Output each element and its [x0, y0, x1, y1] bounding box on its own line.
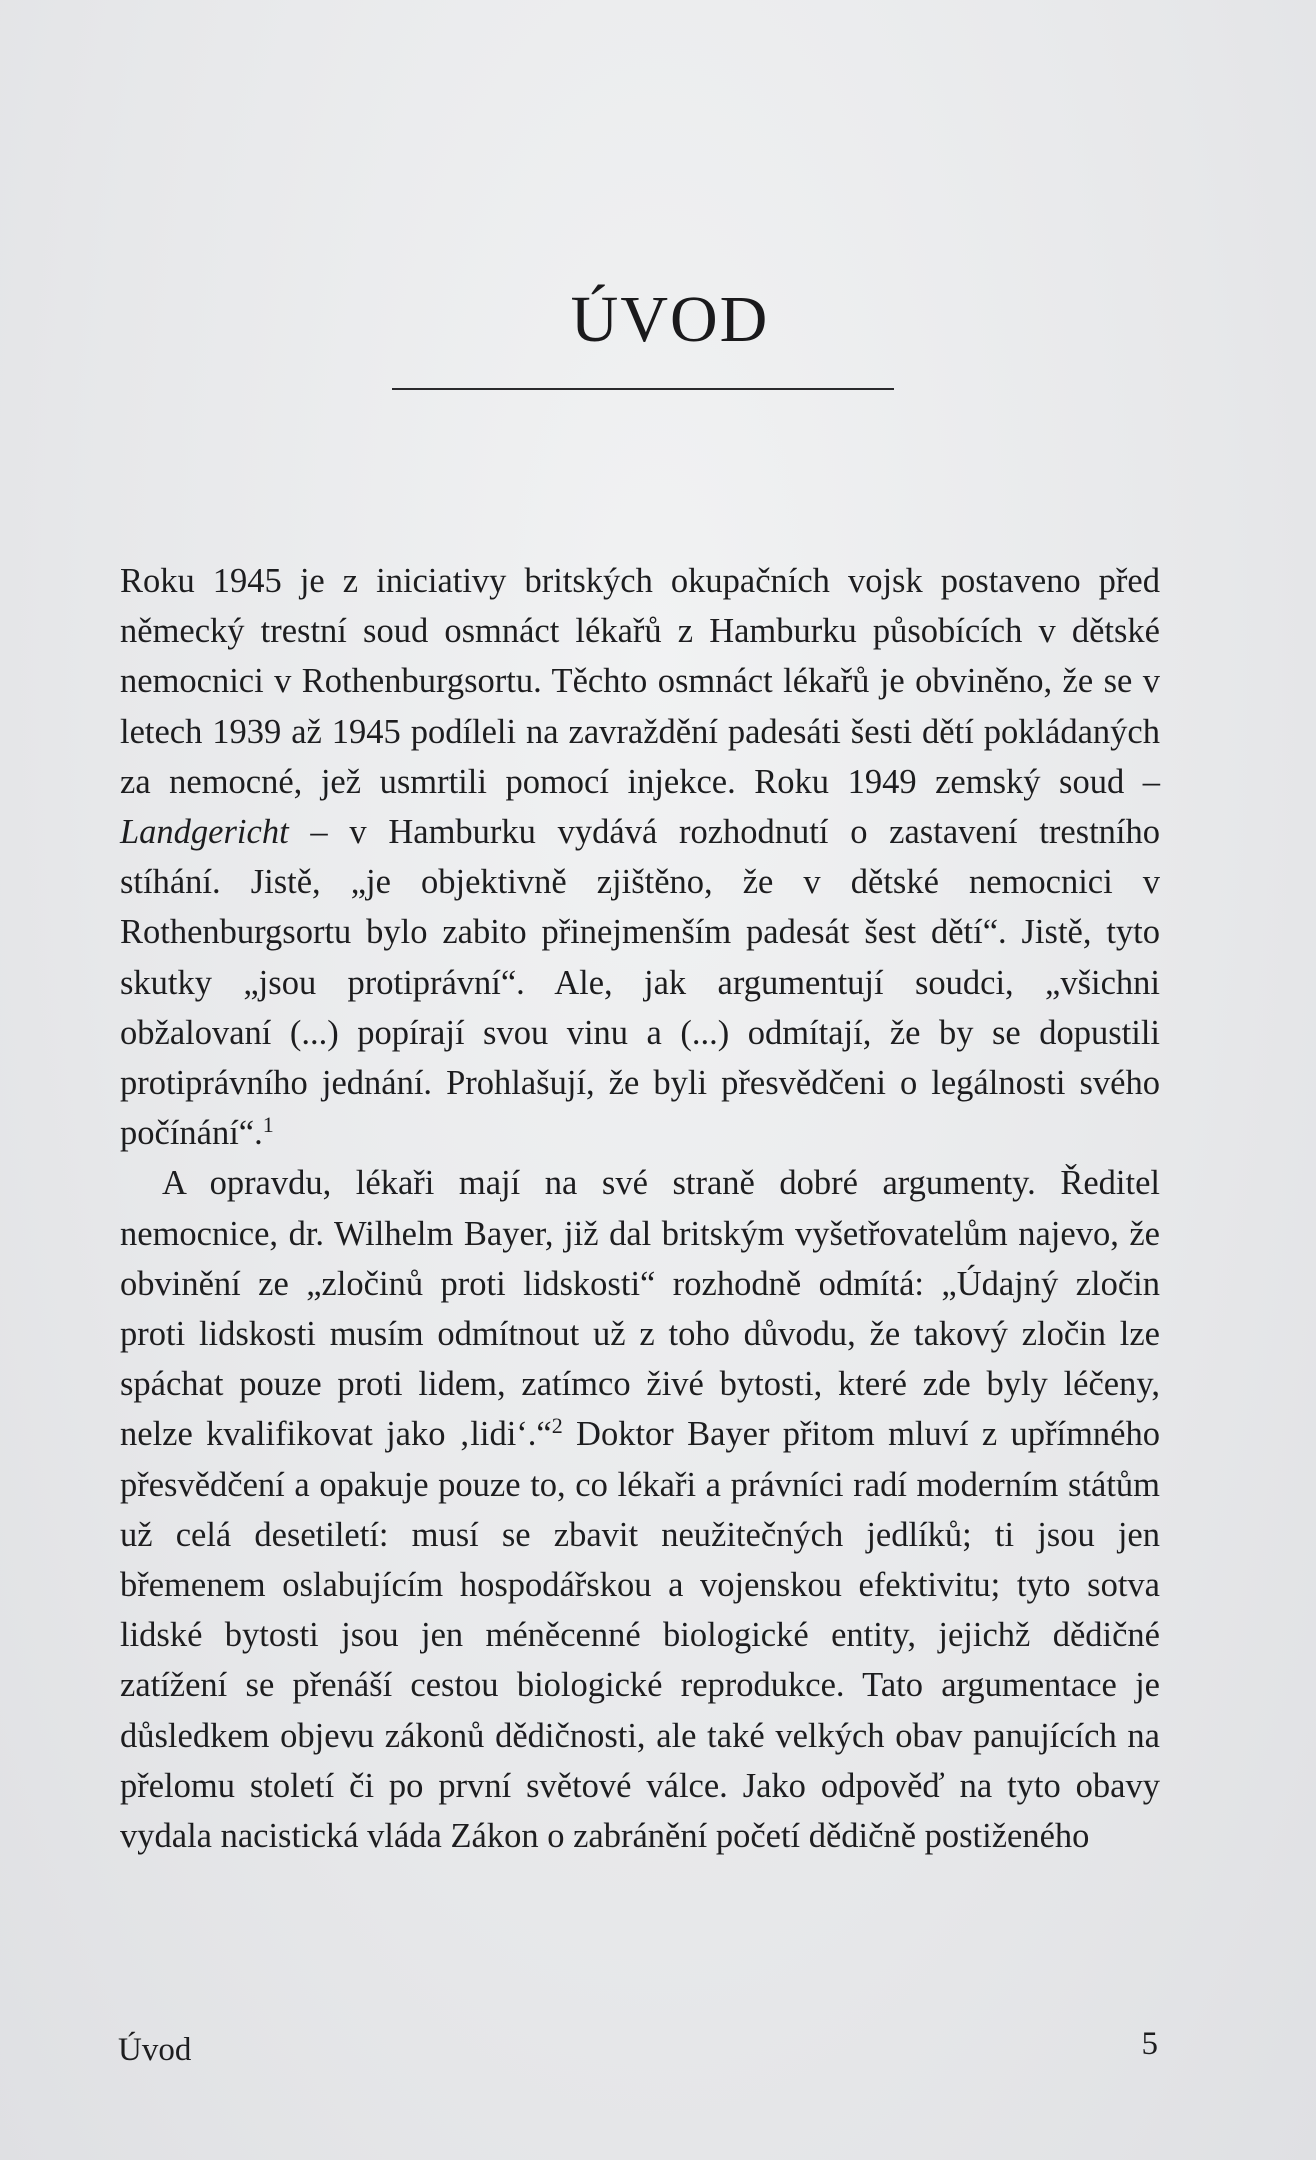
- paragraph-1: [120, 556, 1160, 1158]
- title-divider: [392, 388, 894, 390]
- paragraph-1-text-a: Roku 1945 je z iniciativy britských okupačních vojsk postaveno před německý trestní soud osmnáct lékařů z Hamburku působících v dětské nemocnici v Rothenburgsortu. Těchto osmnáct lékařů je obviněno, že se v letech 1939 až 1945 podíleli na zavraždění padesáti šesti dětí pokládaných za nemocné, jež usmrtili pomocí injekce. Roku 1949 zemský soud –: [120, 562, 1160, 801]
- page-number: 5: [1141, 2026, 1158, 2062]
- paragraph-2-text-a: A opravdu, lékaři mají na své straně dobré argumenty. Ředitel nemocnice, dr. Wilhelm Bayer, již dal britským vyšetřovatelům najevo, že obvinění ze „zločinů proti lidskosti“ rozhodně odmítá: „Údajný zločin proti lidskosti musím odmítnout už z toho důvodu, že takový zločin lze spáchat pouze proti lidem, zatímco živé bytosti, které zde byly léčeny, nelze kvalifikovat jako ‚lidi‘.“: [120, 1164, 1160, 1454]
- paragraph-1-italic-term: Landgericht: [120, 813, 289, 852]
- chapter-title: ÚVOD: [570, 283, 770, 356]
- paragraph-1-text-b: – v Hamburku vydává rozhodnutí o zastavení trestního stíhání. Jistě, „je objektivně zjištěno, že v dětské nemocnici v Rothenburgsortu bylo zabito přinejmenším padesát šest dětí“. Jistě, tyto skutky „jsou protiprávní“. Ale, jak argumentují soudci, „všichni obžalovaní (...) popírají svou vinu a (...) odmítají, že by se dopustili protiprávního jednání. Prohlašují, že byli přesvědčeni o legálnosti svého počínání“.: [120, 813, 1160, 1153]
- body-text: [120, 556, 1160, 1861]
- paragraph-2-text-b: Doktor Bayer přitom mluví z upřímného přesvědčení a opakuje pouze to, co lékaři a právníci radí moderním státům už celá desetiletí: musí se zbavit neužitečných jedlíků; ti jsou jen břemenem oslabujícím hospodářskou a vojenskou efektivitu; tyto sotva lidské bytosti jsou jen méněcenné biologické entity, jejichž dědičné zatížení se přenáší cestou biologické reprodukce. Tato argumentace je důsledkem objevu zákonů dědičnosti, ale také velkých obav panujících na přelomu století či po první světové válce. Jako odpověď na tyto obavy vydala nacistická vláda Zákon o zabránění početí dědičně postiženého: [120, 1415, 1160, 1856]
- running-footer-title: Úvod: [118, 2032, 192, 2068]
- footnote-marker-1: 1: [262, 1112, 274, 1138]
- footnote-marker-2: 2: [551, 1413, 563, 1439]
- paragraph-2: [120, 1158, 1160, 1861]
